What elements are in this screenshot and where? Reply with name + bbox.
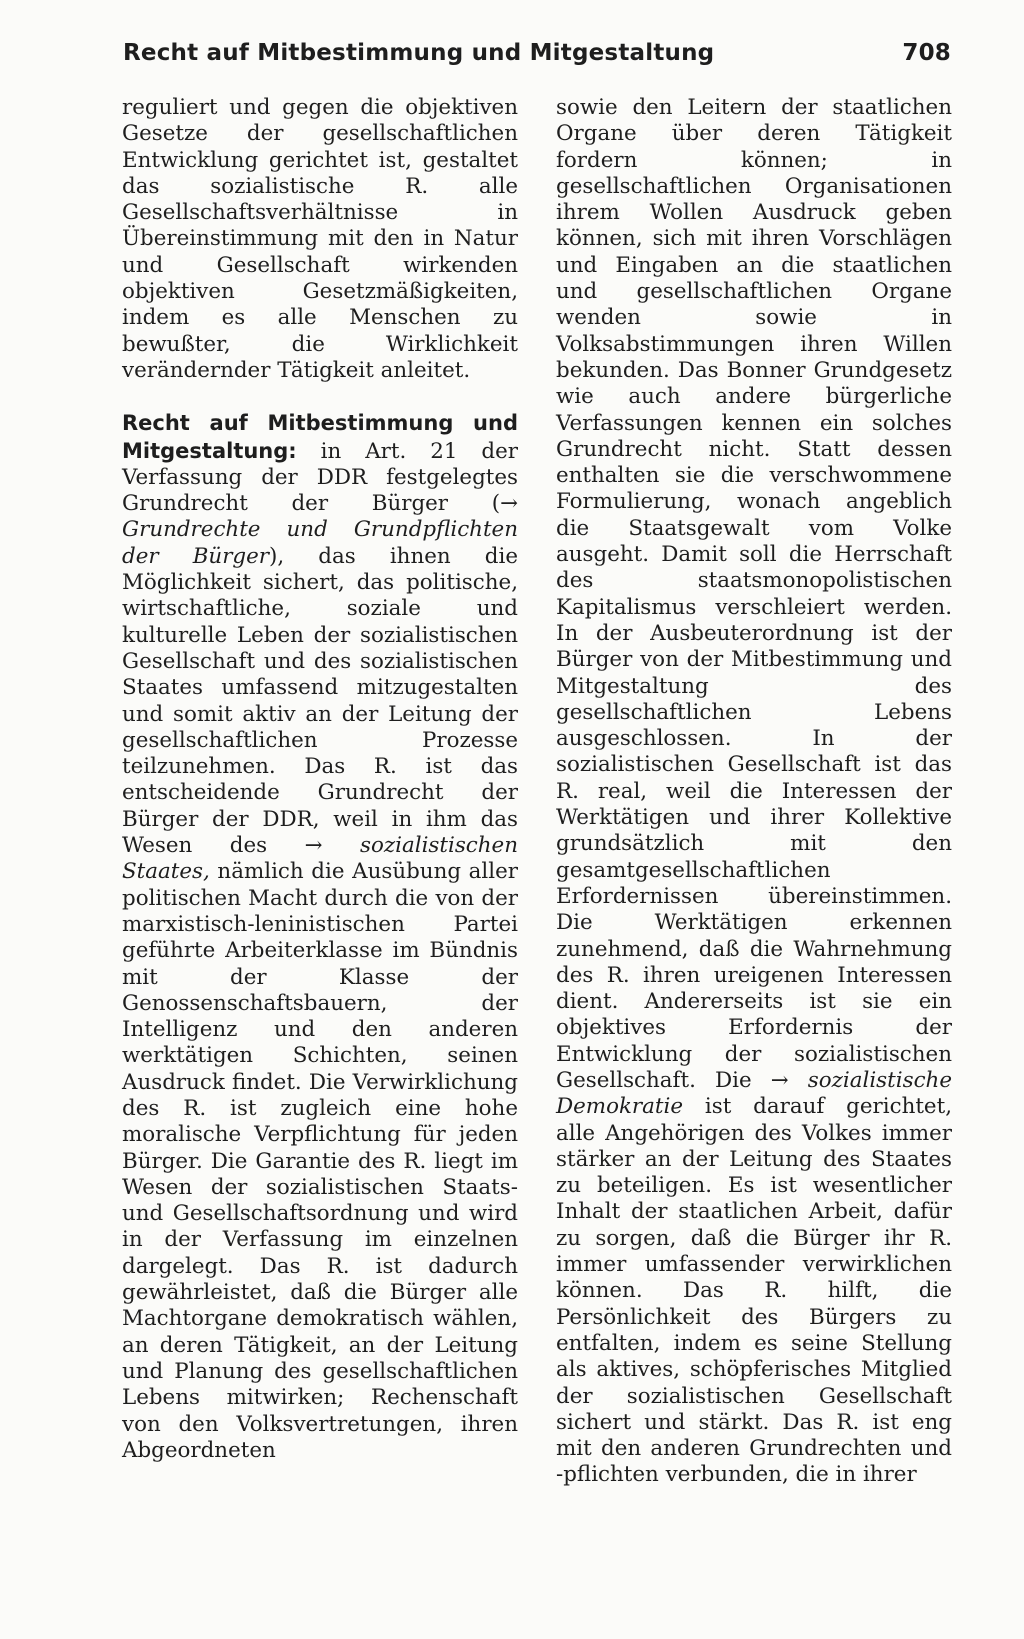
running-title: Recht auf Mitbestimmung und Mitgestaltung	[123, 40, 715, 66]
entry-text-2: ), das ihnen die Möglichkeit sichert, das politische, wirtschaftliche, soziale und kulturelle Leben der sozialistischen Gesellschaft und des sozialistischen Staates umfassend mitzugestalten und somit aktiv an der Leitung der gesellschaftlichen Prozesse teilzunehmen. Das R. ist das entscheidende Grundrecht der Bürger der DDR, weil in ihm das Wesen des	[122, 543, 518, 859]
right-column	[556, 95, 952, 1489]
entry-text-3: nämlich die Ausübung aller politischen Macht durch die von der marxistisch-leninistischen Partei geführte Arbeiterklasse im Bündnis mit der Klasse der Genossenschaftsbauern, der Intelligenz und den anderen werktätigen Schichten, seinen Ausdruck findet. Die Verwirklichung des R. ist zugleich eine hohe moralische Verpflichtung für jeden Bürger. Die Garantie des R. liegt im Wesen der sozialistischen Staats- und Gesellschaftsordnung und wird in der Verfassung im einzelnen dargelegt. Das R. ist dadurch gewährleistet, daß die Bürger alle Machtorgane demokratisch wählen, an deren Tätigkeit, an der Leitung und Planung des gesellschaftlichen Lebens mitwirken; Rechenschaft von den Volksvertretungen, ihren Abgeordneten	[122, 859, 518, 1463]
cross-reference-sozialistische-demokratie[interactable]: → sozialistische Demokratie	[556, 1067, 952, 1120]
left-column	[122, 95, 518, 1464]
entry-text-4: sowie den Leitern der staatlichen Organe über deren Tätigkeit fordern können; in gesellschaftlichen Organisationen ihrem Wollen Ausdruck geben können, sich mit ihren Vorschlägen und Eingaben an die staatlichen und gesellschaftlichen Organe wenden sowie in Volksabstimmungen ihren Willen bekunden. Das Bonner Grundgesetz wie auch andere bürgerliche Verfassungen kennen ein solches Grundrecht nicht. Statt dessen enthalten sie die verschwommene Formulierung, wonach angeblich die Staatsgewalt vom Volke ausgeht. Damit soll die Herrschaft des staatsmonopolistischen Kapitalismus verschleiert werden. In der Ausbeuterordnung ist der Bürger von der Mitbestimmung und Mitgestaltung des gesellschaftlichen Lebens ausgeschlossen. In der sozialistischen Gesellschaft ist das R. real, weil die Interessen der Werktätigen und ihrer Kollektive grundsätzlich mit den gesamtgesellschaftlichen Erfordernissen übereinstimmen. Die Werktätigen erkennen zunehmend, daß die Wahrnehmung des R. ihren ureigenen Interessen dient. Andererseits ist sie ein objektives Erfordernis der Entwicklung der sozialistischen Gesellschaft. Die	[556, 95, 952, 1093]
entry-paragraph	[122, 410, 518, 1464]
entry-text-5: ist darauf gerichtet, alle Angehörigen des Volkes immer stärker an der Leitung des Staates zu beteiligen. Es ist wesentlicher Inhalt der staatlichen Arbeit, dafür zu sorgen, daß die Bürger ihr R. immer umfassender verwirklichen können. Das R. hilft, die Persönlichkeit des Bürgers zu entfalten, indem es seine Stellung als aktives, schöpferisches Mitglied der sozialistischen Gesellschaft sichert und stärkt. Das R. ist eng mit den anderen Grundrechten und -pflichten verbunden, die in ihrer	[556, 1094, 952, 1488]
continued-paragraph: reguliert und gegen die objektiven Gesetze der gesellschaftlichen Entwicklung gerichtet ist, gestaltet das sozialistische R. alle Gesellschaftsverhältnisse in Übereinstimmung mit den in Natur und Gesellschaft wirkenden objektiven Gesetzmäßigkeiten, indem es alle Menschen zu bewußter, die Wirklichkeit verändernder Tätigkeit anleitet.	[122, 95, 518, 383]
running-head	[123, 40, 951, 80]
page-number: 708	[902, 40, 951, 66]
cross-reference-sozialistischer-staat[interactable]: → sozialistischen Staates,	[122, 833, 518, 885]
entry-text-1: in Art. 21 der Verfassung der DDR festgelegtes Grundrecht der Bürger (	[122, 438, 518, 517]
entry-term: Recht auf Mitbestimmung und Mitgestaltung:	[122, 411, 518, 463]
entry-continuation	[556, 95, 952, 1489]
cross-reference-grundrechte[interactable]: → Grundrechte und Grundpflichten der Bürger	[122, 491, 518, 569]
